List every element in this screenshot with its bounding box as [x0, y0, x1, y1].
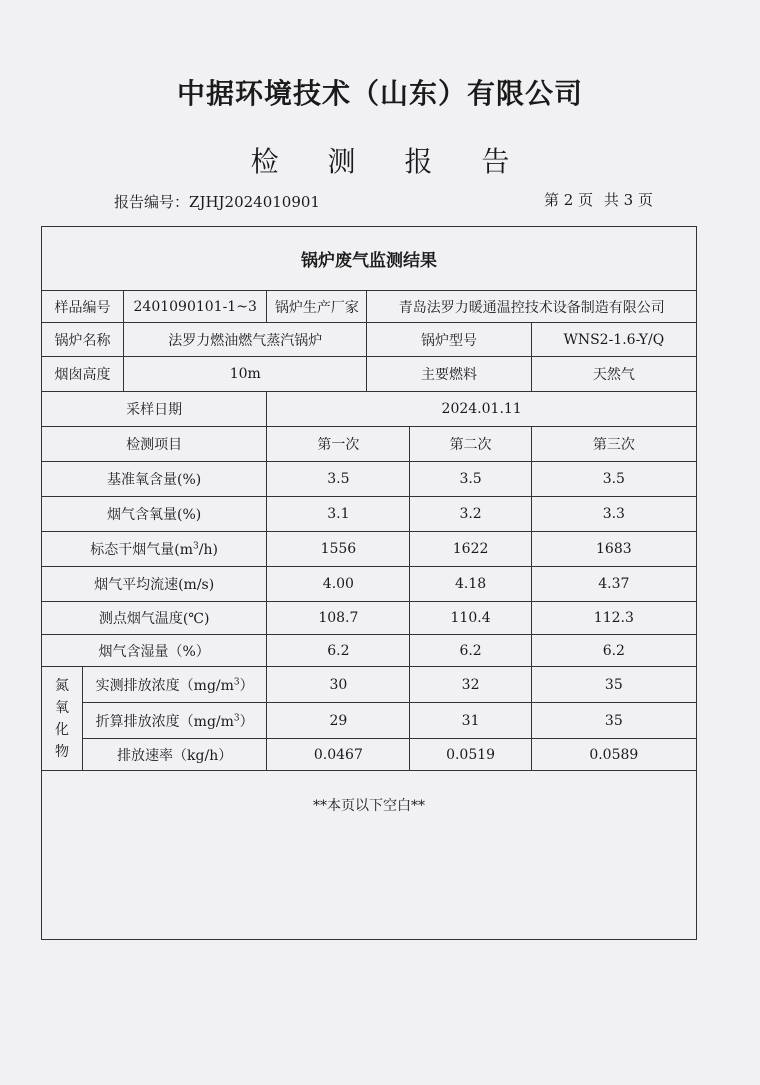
row-label: 烟气含氧量(%): [42, 497, 267, 532]
fuel-value: 天然气: [531, 357, 696, 392]
nox-char: 化: [55, 721, 70, 738]
value-third: 0.0589: [531, 739, 696, 771]
value-first: 3.1: [267, 497, 410, 532]
row-label: 测点烟气温度(℃): [42, 602, 267, 635]
row-label-text: 实测排放浓度（mg/m: [95, 677, 234, 694]
page-total: 共 3 页: [603, 191, 653, 209]
sampling-date-label: 采样日期: [42, 392, 267, 427]
row-label-text: 折算排放浓度（mg/m: [95, 713, 234, 730]
value-third: 35: [531, 667, 696, 703]
value-first: 0.0467: [267, 739, 410, 771]
value-first: 29: [267, 703, 410, 739]
value-second: 3.5: [410, 462, 531, 497]
boiler-model-label: 锅炉型号: [367, 323, 531, 357]
manufacturer-label: 锅炉生产厂家: [267, 291, 367, 323]
nox-char: 氮: [55, 677, 70, 694]
row-label-sup: 3: [233, 676, 240, 687]
value-second: 0.0519: [410, 739, 531, 771]
nox-char: 物: [55, 743, 70, 760]
fuel-label: 主要燃料: [367, 357, 531, 392]
row-label-text-end: ）: [239, 713, 254, 730]
chimney-height-value: 10m: [124, 357, 367, 392]
table-row: [42, 602, 697, 635]
nox-char: 氧: [55, 699, 70, 716]
table-row: [42, 739, 697, 771]
column-header-third: 第三次: [531, 427, 696, 462]
sample-no-value: 2401090101-1~3: [124, 291, 267, 323]
row-label: [83, 703, 267, 739]
row-label: [83, 667, 267, 703]
row-label-text: 标态干烟气量(m: [90, 542, 194, 558]
table-row: [42, 532, 697, 567]
blank-below-note: **本页以下空白**: [313, 798, 425, 814]
row-label: 基准氧含量(%): [42, 462, 267, 497]
sample-no-label: 样品编号: [42, 291, 124, 323]
sampling-date-value: 2024.01.11: [267, 392, 697, 427]
value-third: 3.3: [531, 497, 696, 532]
value-first: 3.5: [267, 462, 410, 497]
table-row: [42, 667, 697, 703]
report-number-label: 报告编号：: [114, 193, 190, 211]
table-row: [42, 462, 697, 497]
table-row: [42, 635, 697, 667]
report-number: [114, 191, 320, 212]
column-header-first: 第一次: [267, 427, 410, 462]
column-header-item: 检测项目: [42, 427, 267, 462]
chimney-height-label: 烟囱高度: [42, 357, 124, 392]
value-second: 1622: [410, 532, 531, 567]
value-third: 6.2: [531, 635, 696, 667]
page-current: 第 2 页: [544, 191, 594, 209]
value-second: 110.4: [410, 602, 531, 635]
boiler-name-label: 锅炉名称: [42, 323, 124, 357]
boiler-name-value: 法罗力燃油燃气蒸汽锅炉: [124, 323, 367, 357]
table-row: [42, 497, 697, 532]
value-third: 1683: [531, 532, 696, 567]
value-first: 108.7: [267, 602, 410, 635]
value-first: 30: [267, 667, 410, 703]
value-second: 32: [410, 667, 531, 703]
row-label-sup: 3: [193, 541, 199, 552]
value-second: 3.2: [410, 497, 531, 532]
value-third: 35: [531, 703, 696, 739]
table-row: [42, 567, 697, 602]
row-label: [42, 532, 267, 567]
value-third: 112.3: [531, 602, 696, 635]
value-third: 4.37: [531, 567, 696, 602]
manufacturer-value: 青岛法罗力暖通温控技术设备制造有限公司: [367, 291, 697, 323]
value-first: 4.00: [267, 567, 410, 602]
report-title: 检 测 报 告: [250, 145, 530, 178]
value-third: 3.5: [531, 462, 696, 497]
value-first: 6.2: [267, 635, 410, 667]
row-label-sup: 3: [233, 712, 240, 723]
row-label: 烟气平均流速(m/s): [42, 567, 267, 602]
row-label-text-end: ）: [239, 677, 254, 694]
row-label: 排放速率（kg/h）: [83, 739, 267, 771]
nox-group-label: [42, 667, 83, 771]
value-second: 31: [410, 703, 531, 739]
boiler-model-value: WNS2-1.6-Y/Q: [531, 323, 696, 357]
row-label-text-end: /h): [198, 542, 218, 558]
value-second: 6.2: [410, 635, 531, 667]
row-label: 烟气含湿量（%）: [42, 635, 267, 667]
value-second: 4.18: [410, 567, 531, 602]
table-row: [42, 703, 697, 739]
company-name: 中据环境技术（山东）有限公司: [176, 77, 583, 110]
table-caption: 锅炉废气监测结果: [42, 227, 697, 291]
value-first: 1556: [267, 532, 410, 567]
results-table: [41, 226, 697, 771]
report-number-value: ZJHJ2024010901: [189, 193, 320, 211]
column-header-second: 第二次: [410, 427, 531, 462]
page-indicator: [544, 189, 659, 210]
